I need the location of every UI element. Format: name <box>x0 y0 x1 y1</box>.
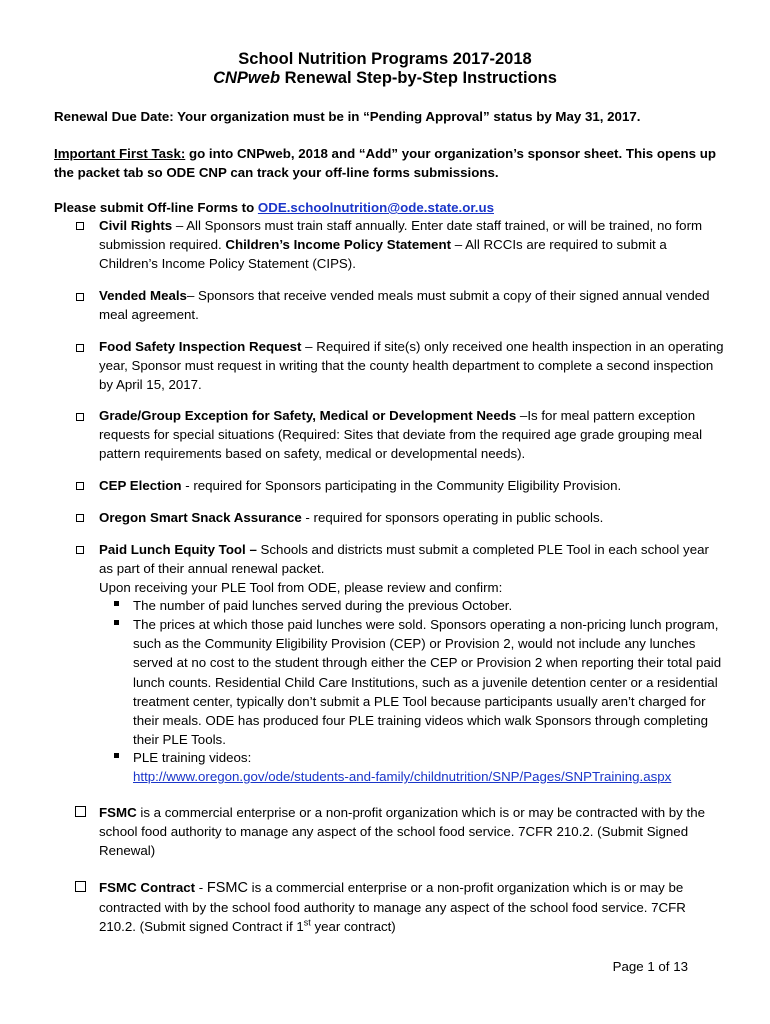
item-smart-snack <box>99 508 724 527</box>
checkbox-fsmc-contract[interactable] <box>75 881 86 892</box>
vended-text: – Sponsors that receive vended meals must submit a copy of their signed annual vended meal agreement. <box>99 288 710 323</box>
item-grade-group <box>99 406 724 464</box>
item-vended-meals <box>99 286 724 324</box>
checkbox-smart-snack[interactable] <box>76 514 84 522</box>
cips-text: – All RCCIs are required to submit a Children’s Income Policy Statement (CIPS). <box>99 237 667 272</box>
offline-forms-instruction <box>54 198 724 217</box>
bullet-marker <box>114 620 119 625</box>
grade-group-label: Grade/Group Exception for Safety, Medical or Development Needs <box>99 408 517 423</box>
document-title: School Nutrition Programs 2017-2018 <box>238 50 532 68</box>
first-task-label: Important First Task: <box>54 146 186 161</box>
grade-group-text: –Is for meal pattern exception requests for special situations (Required: Sites that deviate from the required age grade grouping meal pattern requirements based on safety, medical or developmental needs). <box>99 408 703 462</box>
item-fsmc <box>99 803 724 861</box>
fsmc-contract-text: is a commercial enterprise or a non-profit organization which is or may be contracted with by the school food authority to manage any aspect of the school food service. 7CFR 210.2. (Submit signed Contract if 1 <box>99 880 686 935</box>
ple-bullet-1: The number of paid lunches served during the previous October. <box>133 598 513 613</box>
fsmc-contract-tail: year contract) <box>310 919 396 935</box>
food-safety-label: Food Safety Inspection Request <box>99 339 302 354</box>
fsmc-contract-sep: - <box>195 880 207 895</box>
ple-text: Schools and districts must submit a completed PLE Tool in each school year as part of their annual renewal packet. <box>99 542 709 577</box>
checkbox-paid-lunch-equity[interactable] <box>76 546 84 554</box>
bullet-marker <box>114 601 119 606</box>
subtitle-cnpweb: CNPweb <box>213 69 281 87</box>
vended-label: Vended Meals <box>99 288 187 303</box>
item-food-safety <box>99 337 724 395</box>
bullet-marker <box>114 753 119 758</box>
page-number: Page 1 of 13 <box>612 959 688 974</box>
important-first-task <box>54 144 724 182</box>
fsmc-contract-sup: st <box>303 917 311 928</box>
first-task-text: go into CNPweb, 2018 and “Add” your organization’s sponsor sheet. This opens up the packet tab so ODE CNP can track your off-line forms submissions. <box>54 146 716 181</box>
checkbox-cep-election[interactable] <box>76 482 84 490</box>
item-fsmc-contract <box>99 878 724 937</box>
ple-bullet-3: PLE training videos: <box>133 750 252 765</box>
offline-forms-prefix: Please submit Off-line Forms to <box>54 200 258 215</box>
fsmc-contract-label: FSMC Contract <box>99 880 196 895</box>
checkbox-food-safety[interactable] <box>76 344 84 352</box>
item-cep-election <box>99 476 724 495</box>
cep-text: - required for Sponsors participating in the Community Eligibility Provision. <box>181 478 622 493</box>
smart-snack-label: Oregon Smart Snack Assurance <box>99 510 302 525</box>
civil-rights-text: – All Sponsors must train staff annually. Enter date staff trained, or will be trained, no form submission required. <box>99 218 703 253</box>
food-safety-text: – Required if site(s) only received one health inspection in an operating year, Sponsor must request in writing that the county health department to complete a second inspection by April 15, 2017. <box>99 339 724 393</box>
ple-intro: Upon receiving your PLE Tool from ODE, please review and confirm: <box>99 580 503 595</box>
fsmc-label: FSMC <box>99 805 137 820</box>
item-paid-lunch-equity <box>99 540 724 578</box>
cep-label: CEP Election <box>99 478 182 493</box>
smart-snack-text: - required for sponsors operating in public schools. <box>301 510 604 525</box>
document-subtitle <box>0 68 770 88</box>
subtitle-rest: Renewal Step-by-Step Instructions <box>280 69 557 87</box>
ple-training-videos-link[interactable]: http://www.oregon.gov/ode/students-and-family/childnutrition/SNP/Pages/SNPTraining.aspx <box>133 769 672 784</box>
checkbox-civil-rights[interactable] <box>76 222 84 230</box>
checkbox-vended-meals[interactable] <box>76 293 84 301</box>
email-link[interactable]: ODE.schoolnutrition@ode.state.or.us <box>257 200 494 215</box>
checkbox-grade-group[interactable] <box>76 413 84 421</box>
fsmc-text: is a commercial enterprise or a non-profit organization which is or may be contracted with by the school food authority to manage any aspect of the school food service. 7CFR 210.2. (Submit Signed Renewal) <box>99 805 706 859</box>
ple-label: Paid Lunch Equity Tool – <box>99 542 257 557</box>
cips-label: Children’s Income Policy Statement <box>225 237 452 253</box>
item-civil-rights <box>99 216 724 274</box>
civil-rights-label: Civil Rights <box>99 218 173 233</box>
renewal-due-date: Renewal Due Date: Your organization must be in “Pending Approval” status by May 31, 2017. <box>54 109 641 124</box>
fsmc-word: FSMC <box>206 880 248 896</box>
checkbox-fsmc[interactable] <box>75 806 86 817</box>
ple-bullet-2: The prices at which those paid lunches were sold. Sponsors operating a non-pricing lunch program, such as the Community Eligibility Provision (CEP) or Provision 2, would not include any lunches served at no cost to the student through either the CEP or Provision 2 when reporting their total paid lunch counts. Residential Child Care Institutions, such as a juvenile detention center or a residential treatment center, typically don’t submit a PLE Tool because participants usually aren’t charged for their meals. ODE has produced four PLE training videos which walk Sponsors through completing their PLE Tools. <box>133 617 722 748</box>
